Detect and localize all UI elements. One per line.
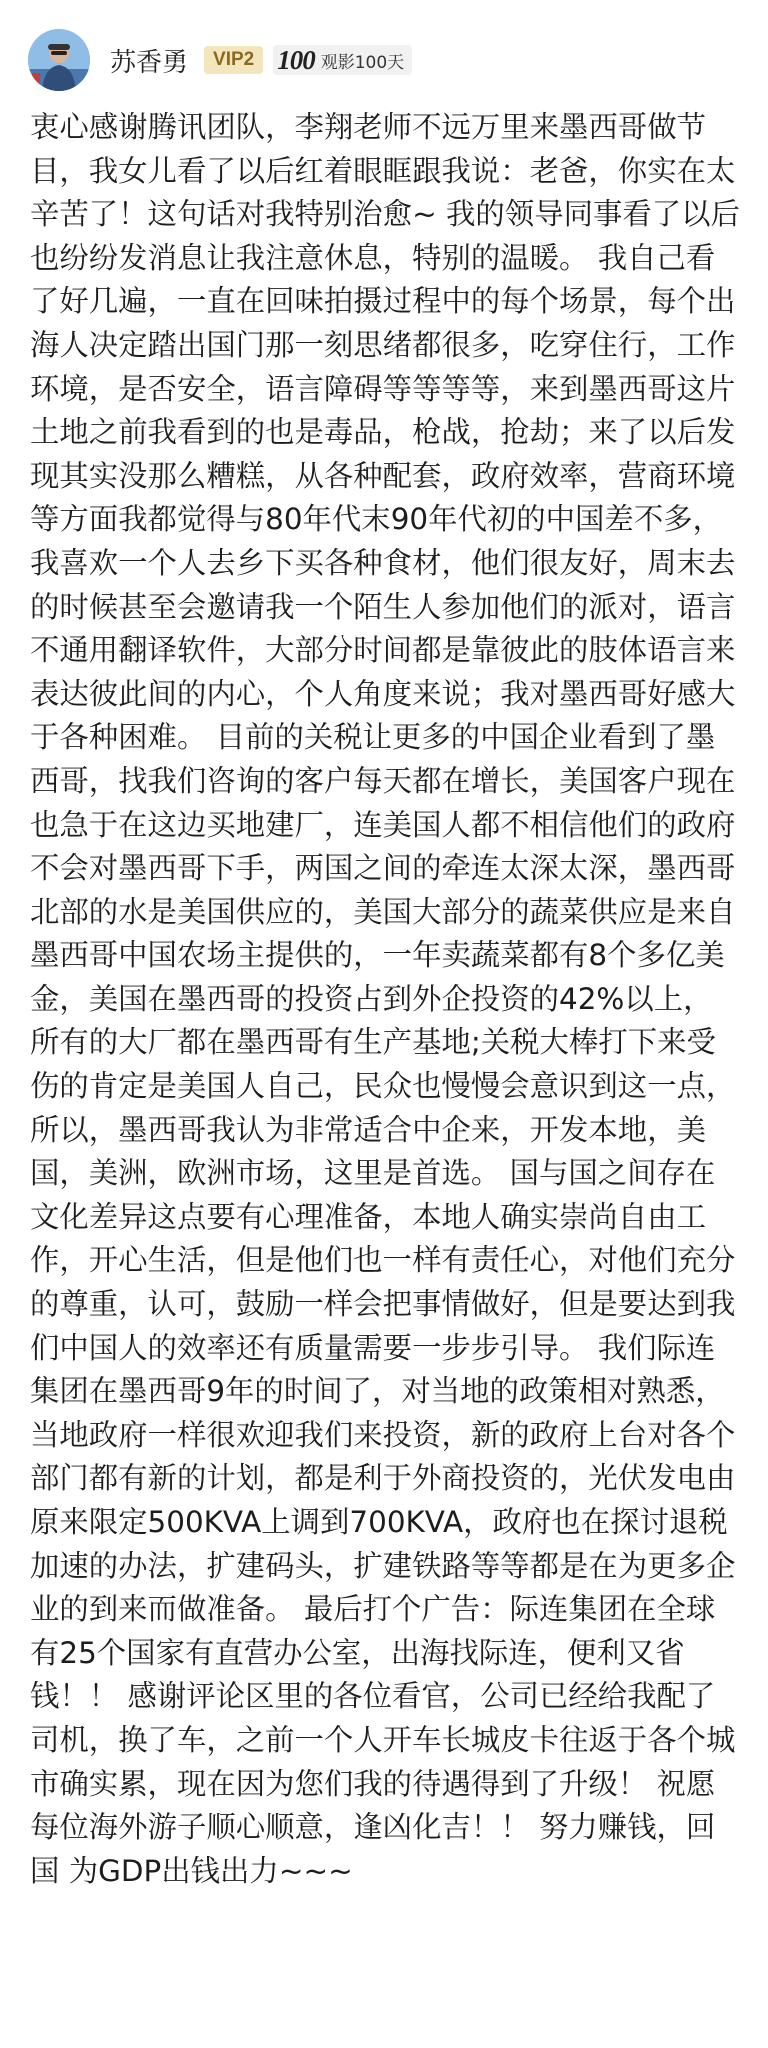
username[interactable]: 苏香勇 xyxy=(110,47,189,78)
post-body xyxy=(30,106,740,1893)
watch-days-label: 观影100天 xyxy=(320,52,405,73)
watch-days-number: 100 xyxy=(277,44,315,75)
post-text: 衷心感谢腾讯团队，李翔老师不远万里来墨西哥做节目，我女儿看了以后红着眼眶跟我说：老爸，你实在太辛苦了！这句话对我特别治愈~ 我的领导同事看了以后也纷纷发消息让我注意休息，特别的温暖。 我自己看了好几遍，一直在回味拍摄过程中的每个场景，每个出海人决定踏出国门那一刻思绪都很多，吃穿住行，工作环境，是否安全，语言障碍等等等等，来到墨西哥这片土地之前我看到的也是毒品，枪战，抢劫；来了以后发现其实没那么糟糕，从各种配套，政府效率，营商环境等方面我都觉得与80年代末90年代初的中国差不多，我喜欢一个人去乡下买各种食材，他们很友好，周末去的时候甚至会邀请我一个陌生人参加他们的派对，语言不通用翻译软件，大部分时间都是靠彼此的肢体语言来表达彼此间的内心，个人角度来说；我对墨西哥好感大于各种困难。 目前的关税让更多的中国企业看到了墨西哥，找我们咨询的客户每天都在增长，美国客户现在也急于在这边买地建厂，连美国人都不相信他们的政府不会对墨西哥下手，两国之间的牵连太深太深，墨西哥北部的水是美国供应的，美国大部分的蔬菜供应是来自墨西哥中国农场主提供的，一年卖蔬菜都有8个多亿美金，美国在墨西哥的投资占到外企投资的42%以上，所有的大厂都在墨西哥有生产基地;关税大棒打下来受伤的肯定是美国人自己，民众也慢慢会意识到这一点，所以，墨西哥我认为非常适合中企来，开发本地，美国，美洲，欧洲市场，这里是首选。 国与国之间存在文化差异这点要有心理准备，本地人确实崇尚自由工作，开心生活，但是他们也一样有责任心，对他们充分的尊重，认可，鼓励一样会把事情做好，但是要达到我们中国人的效率还有质量需要一步步引导。 我们际连集团在墨西哥9年的时间了，对当地的政策相对熟悉，当地政府一样很欢迎我们来投资，新的政府上台对各个部门都有新的计划，都是利于外商投资的，光伏发电由原来限定500KVA上调到700KVA，政府也在探讨退税加速的办法，扩建码头，扩建铁路等等都是在为更多企业的到来而做准备。 最后打个广告：际连集团在全球有25个国家有直营办公室，出海找际连，便利又省钱！！ 感谢评论区里的各位看官，公司已经给我配了司机，换了车，之前一个人开车长城皮卡往返于各个城市确实累，现在因为您们我的待遇得到了升级！ 祝愿每位海外游子顺心顺意，逢凶化吉！！ 努力赚钱，回国 为GDP出钱出力~~~ xyxy=(30,110,740,1888)
avatar-photo-icon xyxy=(28,29,90,91)
watch-days-badge[interactable] xyxy=(273,45,412,75)
post-header xyxy=(28,18,740,102)
avatar[interactable] xyxy=(28,29,90,91)
vip-badge[interactable]: VIP2 xyxy=(204,46,263,74)
